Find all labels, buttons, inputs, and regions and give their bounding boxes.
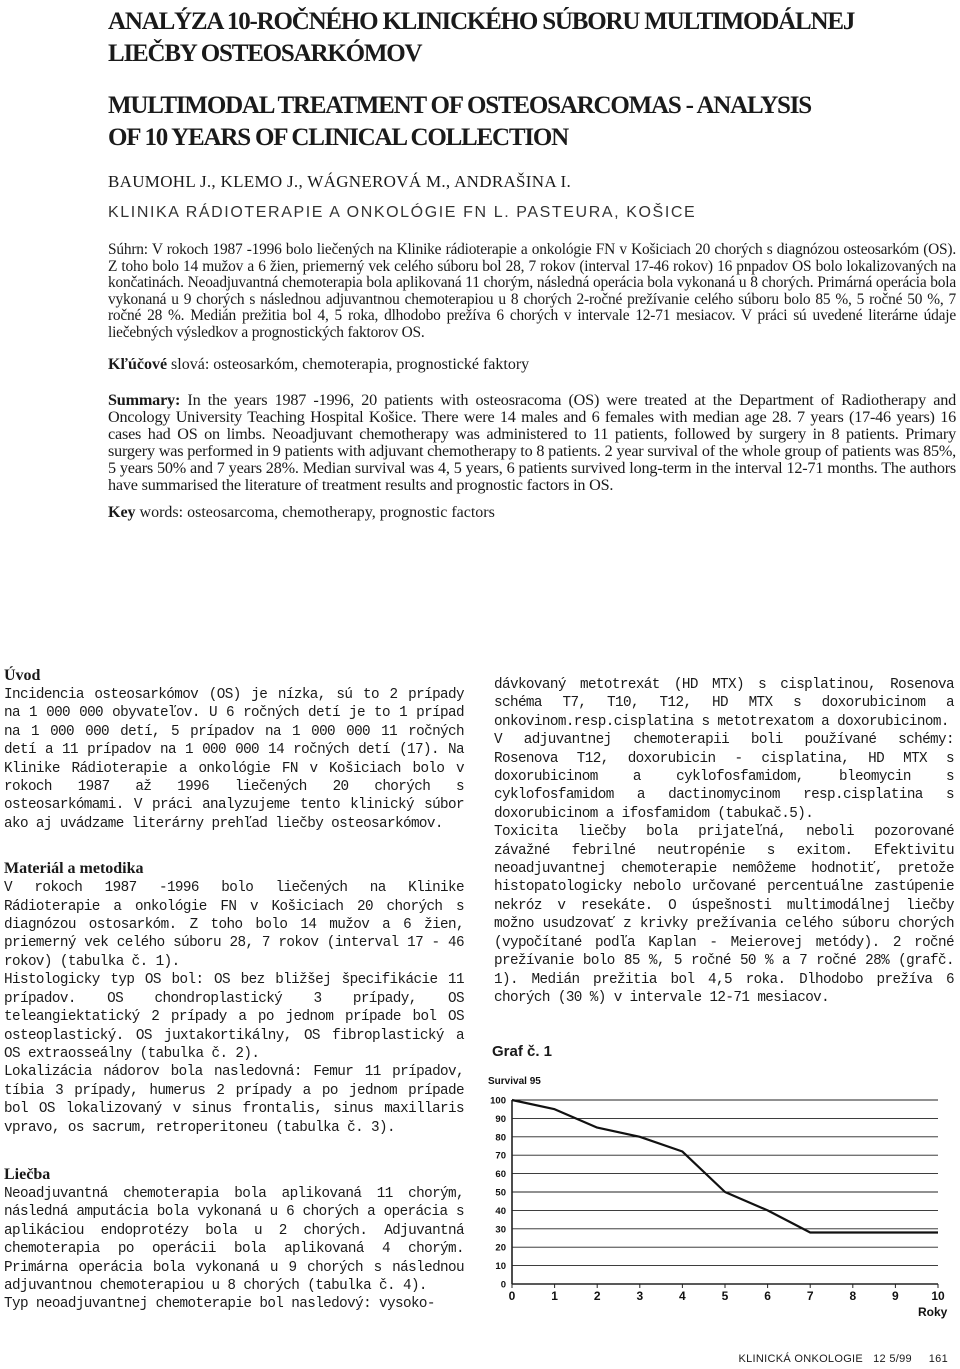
x-tick-5: 5	[721, 1289, 729, 1303]
paragraph-right-2: V adjuvantnej chemoterapii boli používané schémy: Rosenova T12, doxorubicin - cisplatina, HD MTX s doxorubicinom a cyklofosfamidom, bleomycin s cyklofosfamidom a dactinomycinom resp.cisplatina s doxorubicinom a ifosfamidom (tabukač.5).	[494, 732, 954, 822]
chart-y-ticks	[490, 1096, 506, 1291]
heading-liecba: Liečba	[4, 1165, 51, 1183]
paragraph-metodika-3: Lokalizácia nádorov bola nasledovná: Femur 11 prípadov, tíbia 3 prípady, humerus 2 prípady a po jednom prípade bol OS lokalizovaný v sinus frontalis, sinus maxillaris vpravo, os sacrum, retroperitoneu (tabulka č. 3).	[4, 1064, 464, 1136]
left-column	[4, 666, 464, 1314]
right-column	[494, 676, 954, 1007]
y-tick-40: 40	[495, 1205, 506, 1217]
abstract-english-label: Summary:	[108, 391, 181, 409]
paragraph-metodika-2: Histologicky typ OS bol: OS bez bližšej špecifikácie 11 prípadov. OS chondroplastický 3 prípady, OS teleangiektatický 2 prípady a po jednom prípade bol OS osteoplastický. OS juxtakortikálny, OS fibroplastický a OS extraosseálny (tabulka č. 2).	[4, 972, 464, 1062]
paragraph-right-3: Toxicita liečby bola prijateľná, neboli pozorované závažné febrilné neutropénie s exitom. Efektivitu neoadjuvantnej chemoterapie nemôžeme hodnotiť, pretože histopatologicky nebolo určované percentuálne zastúpenie nekróz v resekáte. O úspešnosti multimodálnej liečby možno usudzovať z krivky prežívania celého súboru chorých (vypočítané podľa Kaplan - Meierovej metódy). 2 ročné prežívanie bolo 85 %, 5 ročné 50 % a 7 ročné 28% (grafč. 1). Medián prežitia bol 4,5 roka. Dlhodobo prežíva 6 chorých (30 %) v intervale 12-71 mesiacov.	[494, 824, 954, 1006]
footer-page: 161	[928, 1353, 948, 1365]
y-tick-50: 50	[495, 1187, 506, 1199]
abstract-slovak-label: Súhrn:	[108, 241, 148, 258]
title-english-line-2: OF 10 YEARS OF CLINICAL COLLECTION	[108, 124, 568, 151]
graph-title: Graf č. 1	[492, 1043, 553, 1060]
y-tick-20: 20	[495, 1242, 506, 1254]
title-english	[108, 90, 928, 154]
abstract-slovak	[108, 242, 956, 342]
y-tick-80: 80	[495, 1132, 506, 1144]
survival-line-0	[512, 1100, 938, 1232]
paragraph-right-1: dávkovaný metotrexát (HD MTX) s cisplatinou, Rosenova schéma T7, T10, T12, HD MTX s doxorubicinom a onkovinom.resp.cisplatina s metotrexatom a doxorubicinom.	[494, 677, 954, 730]
institution: KLINIKA RÁDIOTERAPIE A ONKOLÓGIE FN L. PASTEURA, KOŠICE	[108, 204, 697, 221]
keywords-english	[108, 504, 495, 522]
paragraph-uvod: Incidencia osteosarkómov (OS) je nízka, sú to 2 prípady na 1 000 000 obyvateľov. U 6 ročných detí je to 1 prípad na 1 000 000 detí, 5 prípadov na 1 000 000 11 ročných detí a 11 prípadov na 1 000 000 14 ročných detí (17). Na Klinike Rádioterapie a onkológie FN v Košiciach bolo v rokoch 1987 až 1996 liečených 20 chorých s osteosarkómami. V práci analyzujeme tento klinický súbor ako aj uvádzame literárny prehľad liečby osteosarkómov.	[4, 687, 464, 832]
footer-journal: KLINICKÁ ONKOLOGIE	[738, 1353, 864, 1365]
abstract-slovak-text: V rokoch 1987 -1996 bolo liečených na Klinike rádioterapie a onkológie FN v Košiciach 20 chorých s diagnózou osteosarkóm (OS). Z toho bolo 14 mužov a 6 žien, priemerný vek celého súboru bol 28, 7 rokov (interval 17-46 rokov) 16 pnpadov OS bolo lokalizovaných na končatinách. Neoadjuvantná chemoterapia bola aplikovaná 11 chorým, následná operácia bola vykonaná u 8 chorých. Primárná operácia bola vykonaná u 9 chorých s následnou adjuvantnou chemoterapiou u 8 chorých 2-ročné prežívanie celého súboru bolo 85 %, 5 ročné 50 %, 7 ročné 28 %. Medián prežitia bol 4, 5 roka, dlhodobo prežíva 6 chorých v intervale 12-71 mesiacov. V práci sú uvedené literárne údaje liečebných výsledkov a prognostických faktorov OS.	[108, 241, 956, 341]
chart-x-label: Roky	[918, 1305, 948, 1319]
heading-material-metodika: Materiál a metodika	[4, 860, 144, 878]
paragraph-metodika-1: V rokoch 1987 -1996 bolo liečených na Klinike Rádioterapie a onkológie FN v Košiciach 20 chorých s diagnózou ostosarkóm. Z toho bolo 14 mužov a 6 žien, priemerný vek celého súboru 28, 7 rokov (interval 17 - 46 rokov) (tabulka č. 1).	[4, 880, 464, 970]
x-tick-1: 1	[551, 1289, 558, 1303]
x-tick-6: 6	[764, 1289, 771, 1303]
x-tick-9: 9	[892, 1289, 899, 1303]
keywords-slovak-text: slová: osteosarkóm, chemoterapia, prognostické faktory	[167, 356, 530, 373]
y-tick-100: 100	[490, 1095, 506, 1107]
y-tick-70: 70	[495, 1150, 506, 1162]
keywords-slovak-label: Kľúčové	[108, 356, 168, 373]
paragraph-liecba-1: Neoadjuvantná chemoterapia bola aplikovaná 11 chorým, následná amputácia bola vykonaná u 6 chorých a operácia s aplikáciou endoprotézy bola u 2 chorých. Adjuvantná chemoterapia po operácii bola aplikovaná 4 chorým. Primárna operácia bola vykonaná u 9 chorých s následnou adjuvantnou chemoterapiou u 8 chorých (tabulka č. 4).	[4, 1185, 464, 1294]
chart-series	[512, 1100, 938, 1232]
abstract-english-text: In the years 1987 -1996, 20 patients with osteosracoma (OS) were treated at the Department of Radiotherapy and Oncology University Teaching Hospital Košice. There were 14 males and 6 females with median age 28. 7 years (17-46 years) 16 cases had OS on limbs. Neoadjuvant chemotherapy was administered to 11 patients, followed by surgery in 8 patients. Primary surgery was performed in 9 patients with adjuvant chemotherapy to 8 patients. 2 year survival of the whole group of patients was 85%, 5 years 50% and 7 years 28%. Median survival was 4, 5 years, 6 patients survived long-term in the interval 12-71 months. The authors have summarised the literature of treatment results and prognostic factors in OS.	[108, 391, 956, 494]
x-tick-4: 4	[679, 1289, 686, 1303]
abstract-english	[108, 392, 956, 494]
keywords-english-text: words: osteosarcoma, chemotherapy, prognostic factors	[135, 504, 495, 521]
title-english-line-1: MULTIMODAL TREATMENT OF OSTEOSARCOMAS - ANALYSIS	[108, 92, 811, 119]
y-tick-60: 60	[495, 1169, 506, 1181]
title-slovak-line-2: LIEČBY OSTEOSARKÓMOV	[108, 40, 422, 67]
x-tick-10: 10	[931, 1289, 945, 1303]
x-tick-7: 7	[806, 1289, 814, 1303]
authors: BAUMOHL J., KLEMO J., WÁGNEROVÁ M., ANDRAŠINA I.	[108, 172, 572, 191]
footer-issue: 12 5/99	[873, 1353, 912, 1365]
title-slovak-line-1: ANALÝZA 10-ROČNÉHO KLINICKÉHO SÚBORU MULTIMODÁLNEJ	[108, 8, 855, 35]
y-tick-90: 90	[495, 1113, 506, 1125]
x-tick-2: 2	[593, 1289, 601, 1303]
chart-y-label: Survival 95	[488, 1076, 541, 1087]
y-tick-30: 30	[495, 1224, 506, 1236]
footer	[738, 1353, 948, 1365]
y-tick-10: 10	[495, 1261, 506, 1273]
paragraph-liecba-2: Typ neoadjuvantnej chemoterapie bol nasledový: vysoko-	[4, 1296, 435, 1313]
survival-chart	[470, 1070, 960, 1320]
keywords-english-label: Key	[108, 504, 136, 521]
title-slovak	[108, 6, 928, 70]
y-tick-0: 0	[500, 1279, 506, 1291]
x-tick-0: 0	[508, 1289, 516, 1303]
chart-x-ticks	[509, 1284, 945, 1303]
keywords-slovak	[108, 356, 529, 374]
x-tick-8: 8	[849, 1289, 857, 1303]
heading-uvod: Úvod	[4, 667, 41, 684]
x-tick-3: 3	[636, 1289, 644, 1303]
